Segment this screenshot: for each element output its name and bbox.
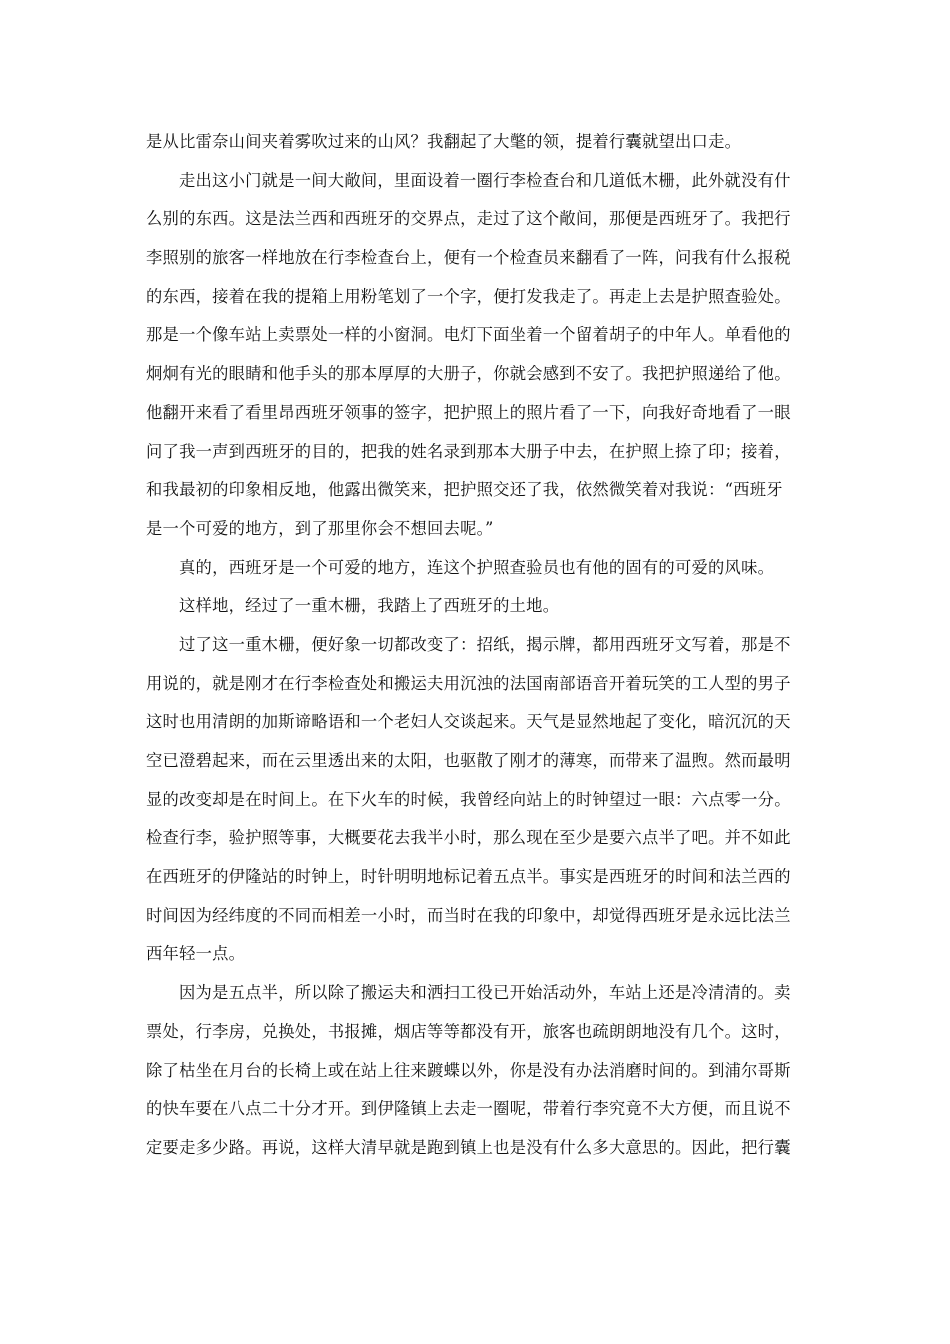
text-line: 过了这一重木栅，便好象一切都改变了：招纸，揭示牌，都用西班牙文写着，那是不 [179, 634, 791, 654]
body-text [146, 123, 810, 1168]
text-line: 检查行李，验护照等事，大概要花去我半小时，那么现在至少是要六点半了吧。并不如此 [146, 828, 791, 848]
text-line: 定要走多少路。再说，这样大清早就是跑到镇上也是没有什么多大意思的。因此，把行囊 [146, 1137, 791, 1157]
text-line: 时间因为经纬度的不同而相差一小时，而当时在我的印象中，却觉得西班牙是永远比法兰 [146, 905, 791, 925]
text-line: 票处，行李房，兑换处，书报摊，烟店等等都没有开，旅客也疏朗朗地没有几个。这时， [146, 1021, 791, 1041]
text-line: 那是一个像车站上卖票处一样的小窗洞。电灯下面坐着一个留着胡子的中年人。单看他的 [146, 325, 791, 345]
text-line: 他翻开来看了看里昂西班牙领事的签字，把护照上的照片看了一下，向我好奇地看了一眼 [146, 402, 791, 422]
text-line: 除了枯坐在月台的长椅上或在站上往来踱蝶以外，你是没有办法消磨时间的。到浦尔哥斯 [146, 1060, 791, 1080]
text-line: 问了我一声到西班牙的目的，把我的姓名录到那本大册子中去，在护照上捺了印；接着， [146, 441, 791, 461]
text-line: 因为是五点半，所以除了搬运夫和洒扫工役已开始活动外，车站上还是冷清清的。卖 [179, 983, 791, 1003]
text-line: 真的，西班牙是一个可爱的地方，连这个护照查验员也有他的固有的可爱的风味。 [179, 557, 775, 577]
text-line: 李照别的旅客一样地放在行李检查台上，便有一个检查员来翻看了一阵，问我有什么报税 [146, 248, 791, 268]
text-line: 是一个可爱的地方，到了那里你会不想回去呢。” [146, 518, 494, 538]
text-line: 在西班牙的伊隆站的时钟上，时针明明地标记着五点半。事实是西班牙的时间和法兰西的 [146, 867, 791, 887]
text-line: 西年轻一点。 [146, 944, 246, 964]
text-line: 么别的东西。这是法兰西和西班牙的交界点，走过了这个敞间，那便是西班牙了。我把行 [146, 209, 791, 229]
text-line: 这时也用清朗的加斯谛略语和一个老妇人交谈起来。天气是显然地起了变化，暗沉沉的天 [146, 712, 791, 732]
text-line: 的东西，接着在我的提箱上用粉笔划了一个字，便打发我走了。再走上去是护照查验处。 [146, 286, 791, 306]
text-line: 的快车要在八点二十分才开。到伊隆镇上去走一圈呢，带着行李究竟不大方便，而且说不 [146, 1099, 791, 1119]
text-line: 用说的，就是刚才在行李检查处和搬运夫用沉浊的法国南部语音开着玩笑的工人型的男子 [146, 673, 791, 693]
text-line: 走出这小门就是一间大敞间，里面设着一圈行李检查台和几道低木栅，此外就没有什 [179, 170, 791, 190]
text-line: 炯炯有光的眼睛和他手头的那本厚厚的大册子，你就会感到不安了。我把护照递给了他。 [146, 364, 791, 384]
text-line: 是从比雷奈山间夹着雾吹过来的山风？我翻起了大氅的领，提着行囊就望出口走。 [146, 132, 742, 151]
text-line: 这样地，经过了一重木栅，我踏上了西班牙的土地。 [179, 596, 560, 616]
text-line: 显的改变却是在时间上。在下火车的时候，我曾经向站上的时钟望过一眼：六点零一分。 [146, 789, 791, 809]
text-line: 空已澄碧起来，而在云里透出来的太阳，也驱散了刚才的薄寒，而带来了温煦。然而最明 [146, 751, 791, 770]
text-line: 和我最初的印象相反地，他露出微笑来，把护照交还了我，依然微笑着对我说：“西班牙 [146, 480, 783, 500]
